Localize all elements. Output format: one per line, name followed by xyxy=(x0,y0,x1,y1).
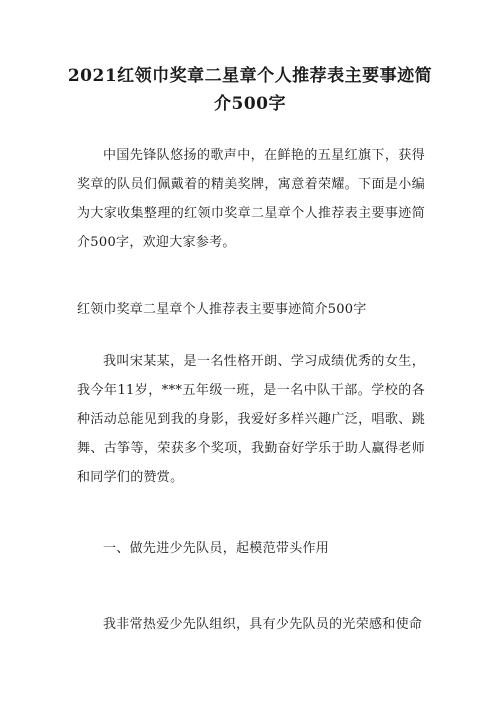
body-paragraph-2: 我非常热爱少先队组织，具有少先队员的光荣感和使命 xyxy=(103,617,423,632)
document-title: 2021红领巾奖章二星章个人推荐表主要事迹简介500字 xyxy=(67,66,433,114)
intro-paragraph: 中国先锋队悠扬的歌声中，在鲜艳的五星红旗下，获得奖章的队员们佩戴着的精美奖牌，寓意着荣耀。下面是小编为大家收集整理的红领巾奖章二星章个人推荐表主要事迹简介500字，欢迎大家参考。 xyxy=(77,148,425,250)
section-heading: 一、做先进少先队员，起模范带头作用 xyxy=(103,541,330,556)
subheading: 红领巾奖章二星章个人推荐表主要事迹简介500字 xyxy=(77,302,367,317)
body-paragraph: 我叫宋某某，是一名性格开朗、学习成绩优秀的女生，我今年11岁，***五年级一班，是一名中队干部。学校的各种活动总能见到我的身影，我爱好多样兴趣广泛，唱歌、跳舞、古筝等，荣获多个奖项，我勤奋好学乐于助人赢得老师和同学们的赞赏。 xyxy=(77,354,425,485)
